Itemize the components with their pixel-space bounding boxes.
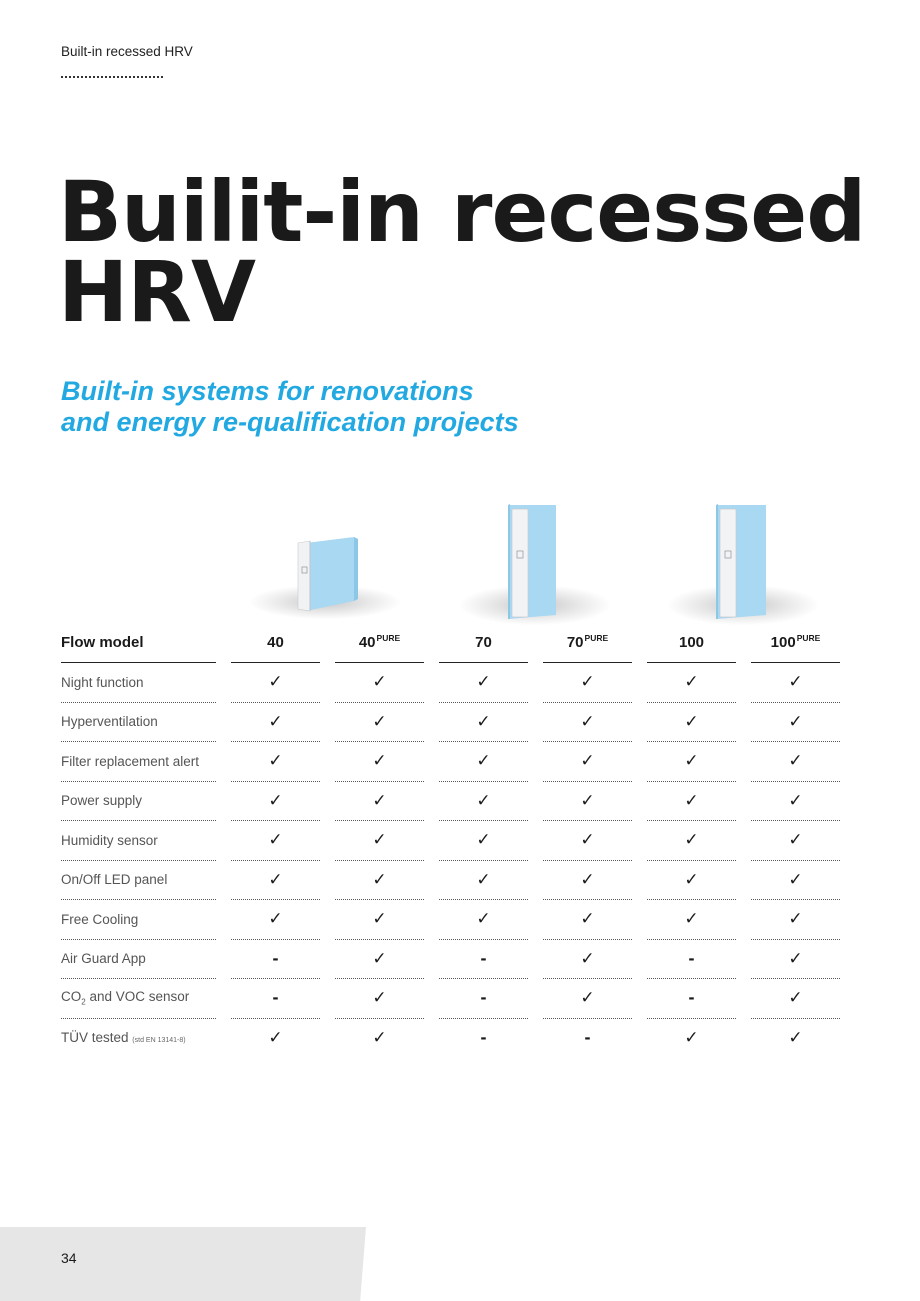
checkmark-icon: ✓ (684, 790, 699, 811)
table-row (61, 900, 840, 940)
checkmark-icon: ✓ (788, 711, 803, 732)
table-header-row (61, 622, 840, 663)
checkmark-icon: ✓ (580, 988, 595, 1009)
checkmark-icon: ✓ (788, 1027, 803, 1048)
feature-value-cell (231, 703, 320, 743)
checkmark-icon: ✓ (580, 869, 595, 890)
feature-label: Humidity sensor (61, 821, 216, 861)
feature-value-cell (335, 663, 424, 703)
flow-model-header: Flow model (61, 622, 216, 663)
checkmark-icon: ✓ (476, 869, 491, 890)
checkmark-icon: ✓ (372, 988, 387, 1009)
feature-value-cell (439, 940, 528, 980)
feature-value-cell (751, 1019, 840, 1058)
feature-label: Hyperventilation (61, 703, 216, 743)
model-header: $100^{PURE}$ (751, 622, 840, 663)
feature-value-cell (647, 900, 736, 940)
feature-value-cell (231, 979, 320, 1019)
checkmark-icon: ✓ (580, 830, 595, 851)
feature-value-cell (647, 821, 736, 861)
feature-value-cell (543, 663, 632, 703)
feature-value-cell (647, 663, 736, 703)
model-header: $70^{PURE}$ (543, 622, 632, 663)
feature-value-cell (647, 940, 736, 980)
feature-value-cell (439, 861, 528, 901)
checkmark-icon: ✓ (268, 1027, 283, 1048)
table-row (61, 742, 840, 782)
dash-mark: - (480, 1028, 487, 1047)
feature-value-cell (439, 821, 528, 861)
feature-value-cell (543, 979, 632, 1019)
product-image-70 (500, 503, 560, 623)
checkmark-icon: ✓ (788, 672, 803, 693)
feature-value-cell (335, 900, 424, 940)
checkmark-icon: ✓ (476, 711, 491, 732)
checkmark-icon: ✓ (684, 751, 699, 772)
feature-value-cell (439, 1019, 528, 1058)
feature-value-cell (543, 742, 632, 782)
checkmark-icon: ✓ (372, 1027, 387, 1048)
checkmark-icon: ✓ (372, 711, 387, 732)
checkmark-icon: ✓ (580, 711, 595, 732)
checkmark-icon: ✓ (268, 909, 283, 930)
checkmark-icon: ✓ (788, 988, 803, 1009)
feature-value-cell (335, 742, 424, 782)
dash-mark: - (584, 1028, 591, 1047)
table-row (61, 979, 840, 1019)
checkmark-icon: ✓ (372, 909, 387, 930)
product-image-40 (290, 533, 370, 613)
feature-value-cell (335, 782, 424, 822)
feature-value-cell (543, 900, 632, 940)
feature-value-cell (439, 663, 528, 703)
checkmark-icon: ✓ (268, 672, 283, 693)
feature-value-cell (335, 821, 424, 861)
feature-value-cell (647, 979, 736, 1019)
table-row (61, 703, 840, 743)
checkmark-icon: ✓ (788, 869, 803, 890)
feature-value-cell (231, 821, 320, 861)
feature-label: Filter replacement alert (61, 742, 216, 782)
feature-value-cell (751, 979, 840, 1019)
feature-value-cell (439, 979, 528, 1019)
dash-mark: - (480, 949, 487, 968)
model-header: 100 (647, 622, 736, 663)
feature-value-cell (231, 782, 320, 822)
table-row (61, 940, 840, 980)
feature-value-cell (751, 663, 840, 703)
feature-value-cell (231, 900, 320, 940)
feature-value-cell (231, 861, 320, 901)
model-header: $40^{PURE}$ (335, 622, 424, 663)
table-row (61, 1019, 840, 1058)
checkmark-icon: ✓ (580, 672, 595, 693)
table-row (61, 663, 840, 703)
running-header: Built-in recessed HRV (61, 44, 193, 59)
feature-value-cell (439, 782, 528, 822)
feature-value-cell (231, 663, 320, 703)
checkmark-icon: ✓ (684, 830, 699, 851)
checkmark-icon: ✓ (268, 751, 283, 772)
feature-value-cell (231, 1019, 320, 1058)
checkmark-icon: ✓ (788, 909, 803, 930)
feature-value-cell (439, 742, 528, 782)
checkmark-icon: ✓ (372, 869, 387, 890)
checkmark-icon: ✓ (580, 948, 595, 969)
checkmark-icon: ✓ (684, 1027, 699, 1048)
checkmark-icon: ✓ (684, 869, 699, 890)
checkmark-icon: ✓ (268, 830, 283, 851)
feature-value-cell (335, 940, 424, 980)
feature-value-cell (335, 1019, 424, 1058)
feature-value-cell (647, 1019, 736, 1058)
checkmark-icon: ✓ (372, 672, 387, 693)
table-row (61, 821, 840, 861)
subtitle (61, 376, 761, 438)
checkmark-icon: ✓ (476, 790, 491, 811)
feature-value-cell (231, 940, 320, 980)
feature-value-cell (335, 979, 424, 1019)
feature-label: $CO_2$ and VOC sensor (61, 979, 216, 1019)
checkmark-icon: ✓ (372, 830, 387, 851)
feature-value-cell (439, 900, 528, 940)
feature-value-cell (751, 900, 840, 940)
feature-label: Free Cooling (61, 900, 216, 940)
feature-value-cell (543, 1019, 632, 1058)
feature-label: Night function (61, 663, 216, 703)
page-title: Builit-in recessed HRV (58, 163, 866, 341)
product-image-100 (708, 503, 770, 623)
subtitle-line-2: and energy re-qualification projects (61, 407, 519, 437)
feature-value-cell (751, 782, 840, 822)
feature-value-cell (751, 821, 840, 861)
checkmark-icon: ✓ (788, 751, 803, 772)
feature-value-cell (335, 703, 424, 743)
feature-value-cell (543, 703, 632, 743)
feature-value-cell (647, 742, 736, 782)
header-dotted-rule (61, 76, 163, 78)
feature-value-cell (543, 861, 632, 901)
feature-value-cell (751, 861, 840, 901)
checkmark-icon: ✓ (580, 751, 595, 772)
checkmark-icon: ✓ (684, 672, 699, 693)
checkmark-icon: ✓ (476, 830, 491, 851)
feature-value-cell (751, 940, 840, 980)
checkmark-icon: ✓ (268, 790, 283, 811)
feature-label: Air Guard App (61, 940, 216, 980)
checkmark-icon: ✓ (268, 869, 283, 890)
feature-label: TÜV tested (std EN 13141-8) (61, 1030, 186, 1046)
checkmark-icon: ✓ (788, 790, 803, 811)
feature-comparison-table (61, 622, 840, 1057)
feature-value-cell (647, 861, 736, 901)
dash-mark: - (688, 949, 695, 968)
dash-mark: - (272, 989, 279, 1008)
footer-corner-shape (0, 1227, 366, 1301)
page-number: 34 (61, 1250, 77, 1266)
feature-value-cell (231, 742, 320, 782)
feature-value-cell (647, 703, 736, 743)
feature-value-cell (543, 821, 632, 861)
feature-value-cell (543, 940, 632, 980)
model-header: 70 (439, 622, 528, 663)
checkmark-icon: ✓ (476, 672, 491, 693)
feature-value-cell (335, 861, 424, 901)
subtitle-line-1: Built-in systems for renovations (61, 376, 474, 406)
table-row (61, 782, 840, 822)
feature-note: (std EN 13141-8) (132, 1037, 186, 1045)
checkmark-icon: ✓ (580, 909, 595, 930)
checkmark-icon: ✓ (372, 948, 387, 969)
checkmark-icon: ✓ (476, 751, 491, 772)
table-row (61, 861, 840, 901)
feature-label: Power supply (61, 782, 216, 822)
model-header: 40 (231, 622, 320, 663)
checkmark-icon: ✓ (580, 790, 595, 811)
checkmark-icon: ✓ (372, 751, 387, 772)
feature-value-cell (751, 703, 840, 743)
checkmark-icon: ✓ (476, 909, 491, 930)
feature-value-cell (647, 782, 736, 822)
checkmark-icon: ✓ (788, 948, 803, 969)
feature-value-cell (751, 742, 840, 782)
dash-mark: - (272, 949, 279, 968)
dash-mark: - (688, 989, 695, 1008)
dash-mark: - (480, 989, 487, 1008)
feature-value-cell (439, 703, 528, 743)
checkmark-icon: ✓ (372, 790, 387, 811)
checkmark-icon: ✓ (684, 909, 699, 930)
feature-value-cell (543, 782, 632, 822)
checkmark-icon: ✓ (788, 830, 803, 851)
checkmark-icon: ✓ (684, 711, 699, 732)
feature-label: On/Off LED panel (61, 861, 216, 901)
checkmark-icon: ✓ (268, 711, 283, 732)
